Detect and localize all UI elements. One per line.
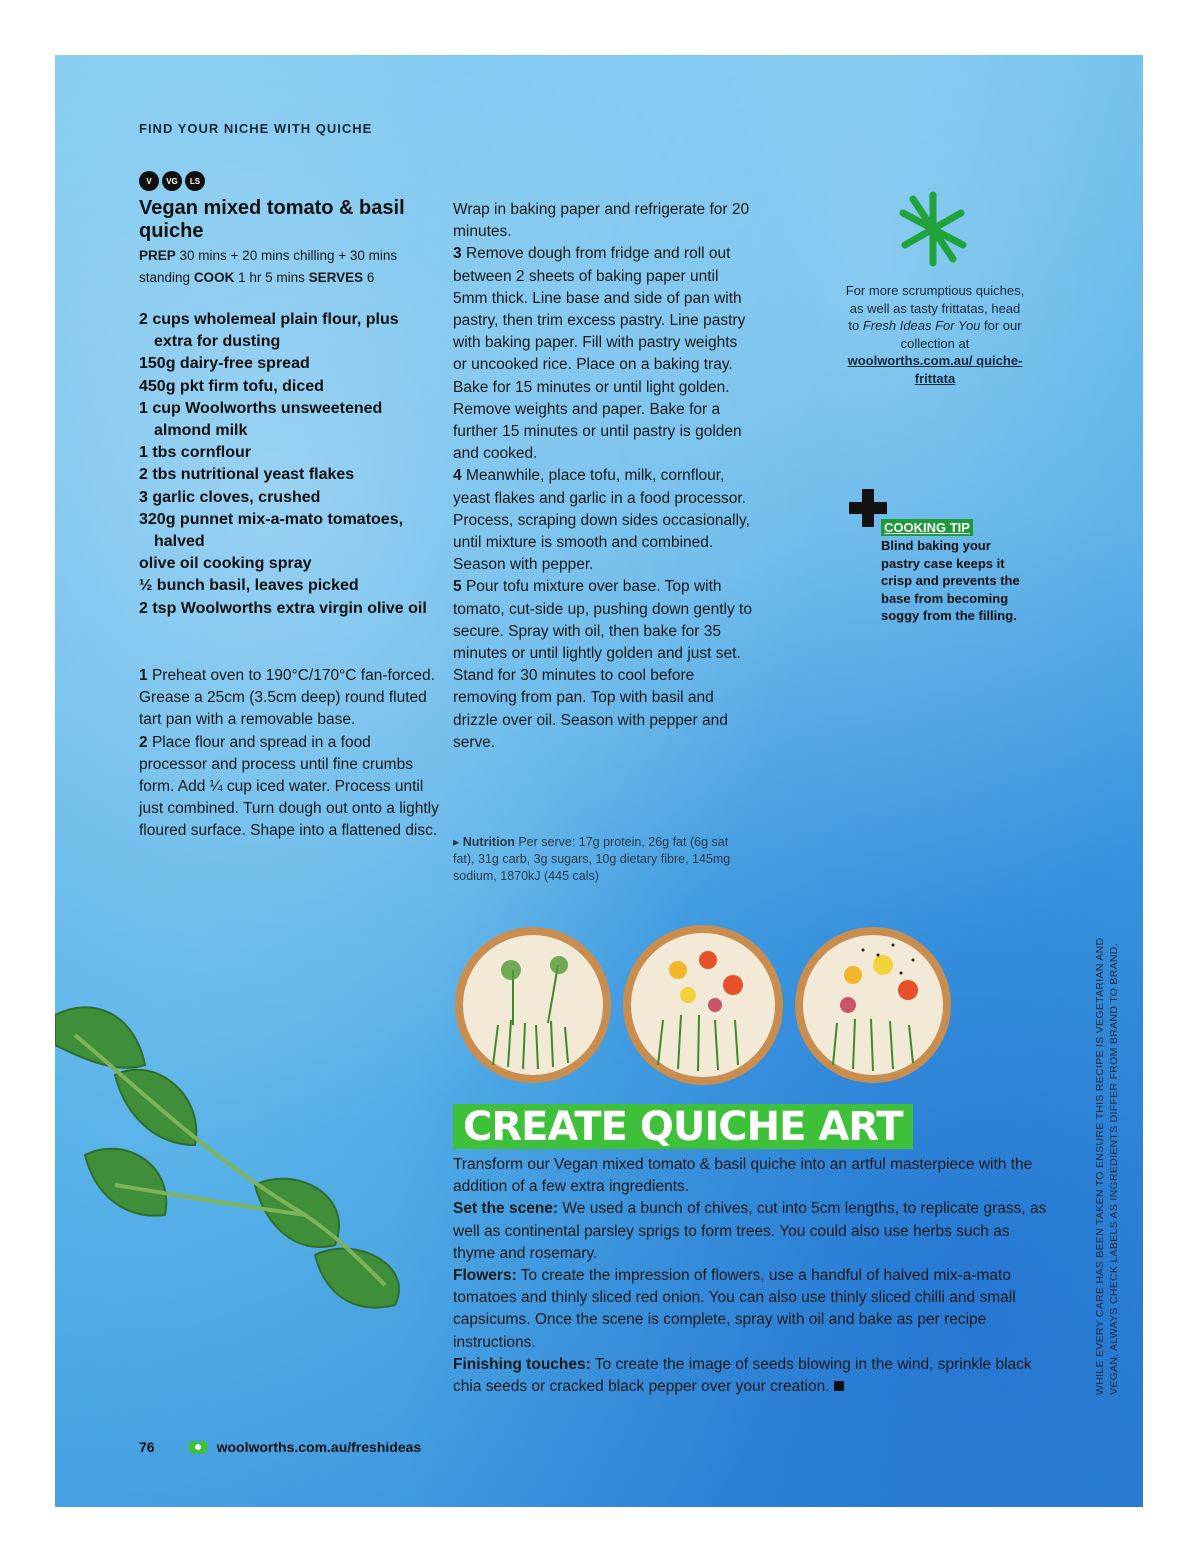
vegan-badge: VG xyxy=(162,171,182,191)
cook-label: COOK xyxy=(193,270,235,285)
end-square-icon xyxy=(834,1381,844,1391)
ingredient-item: ½ bunch basil, leaves picked xyxy=(139,577,359,595)
low-sugar-badge: LS xyxy=(185,171,205,191)
footer-brand xyxy=(185,1437,422,1457)
tart-3 xyxy=(795,927,951,1083)
more-text-end: for our collection at xyxy=(900,318,1022,351)
more-recipes-note xyxy=(845,282,1025,387)
cook-time: 1 hr 5 mins xyxy=(238,270,305,285)
step-number: 5 xyxy=(453,578,462,596)
flowers-label: Flowers: xyxy=(453,1267,517,1285)
step-number: 1 xyxy=(139,667,148,684)
scene-label: Set the scene: xyxy=(453,1200,559,1218)
footer-url[interactable]: woolworths.com.au/freshideas xyxy=(216,1439,422,1455)
serves-label: SERVES xyxy=(308,270,364,285)
ingredient-item: 1 cup Woolworths unsweetened almond milk xyxy=(139,399,383,440)
method-step-3 xyxy=(453,243,753,465)
parsley-garnish-photo xyxy=(55,955,445,1315)
art-intro: Transform our Vegan mixed tomato & basil quiche into an artful masterpiece with the addition of a few extra ingredients. xyxy=(453,1156,1033,1196)
create-quiche-art-title: CREATE QUICHE ART xyxy=(463,1103,903,1150)
ingredient-list xyxy=(139,309,439,620)
quiche-art-body xyxy=(453,1154,1053,1398)
page-number: 76 xyxy=(139,1439,155,1455)
ingredient-item: 2 tbs nutritional yeast flakes xyxy=(139,466,355,484)
ingredient-item: 2 cups wholemeal plain flour, plus extra for dusting xyxy=(139,311,399,351)
step-text: Wrap in baking paper and refrigerate for 20 minutes. xyxy=(453,201,750,241)
triangle-bullet-icon: ▸ xyxy=(453,835,460,849)
method-step-1 xyxy=(139,665,439,732)
nutrition-label: Nutrition xyxy=(462,835,515,849)
section-header: FIND YOUR NICHE WITH QUICHE xyxy=(139,121,373,136)
more-text: For more scrumptious quiches, as well as tasty frittatas, head to xyxy=(845,283,1025,333)
cooking-tip-label: COOKING TIP xyxy=(881,519,973,536)
step-number: 2 xyxy=(139,733,148,751)
page-footer xyxy=(139,1437,421,1457)
step-number: 4 xyxy=(453,467,462,485)
create-quiche-art-banner xyxy=(453,1104,913,1149)
ingredient-item: olive oil cooking spray xyxy=(139,555,312,573)
step-text: Pour tofu mixture over base. Top with tomato, cut-side up, pushing down gently to secure. Spray with oil, then bake for 35 minutes or until lightly golden and just set. Stand for 30 minutes to cool before removing from pan. Top with basil and drizzle over oil. Season with pepper and serve. xyxy=(453,578,752,751)
method-step-2 xyxy=(139,732,439,843)
step-text: Remove dough from fridge and roll out between 2 sheets of baking paper until 5mm thick. Line base and side of pan with pastry, then trim excess pastry. Line pastry with baking paper. Fill with pastry weights or uncooked rice. Place on a baking tray. Bake for 15 minutes or until light golden. Remove weights and paper. Bake for a further 15 minutes or until pastry is golden and cooked. xyxy=(453,245,746,463)
serves-count: 6 xyxy=(366,270,375,285)
step-number: 3 xyxy=(453,245,462,263)
tart-1 xyxy=(455,927,611,1083)
ingredient-item: 150g dairy-free spread xyxy=(139,355,310,373)
recipe-meta xyxy=(139,245,439,289)
woolworths-logo-icon xyxy=(185,1437,211,1457)
ingredient-item: 450g pkt firm tofu, diced xyxy=(139,377,324,395)
finishing-label: Finishing touches: xyxy=(453,1355,591,1373)
ingredient-item: 1 tbs cornflour xyxy=(139,444,252,462)
method-column-right xyxy=(453,199,753,754)
cooking-tip-text: Blind baking your pastry case keeps it crisp and prevents the base from becoming soggy from the filling. xyxy=(881,538,1020,623)
method-step-5 xyxy=(453,576,753,754)
prep-label: PREP xyxy=(139,248,176,263)
ingredient-item: 320g punnet mix-a-mato tomatoes, halved xyxy=(139,510,404,551)
asterisk-icon xyxy=(893,189,973,269)
method-step-4 xyxy=(453,465,753,576)
magazine-page xyxy=(55,55,1143,1507)
prep-time: 30 mins + 20 mins chilling + 30 mins standing xyxy=(139,248,398,285)
recipe-title: Vegan mixed tomato & basil quiche xyxy=(139,197,405,242)
step-text: Place flour and spread in a food processor and process until fine crumbs form. Add ¼ cup iced water. Process until just combined. Turn dough out onto a lightly floured surface. Shape into a flattened disc. xyxy=(139,733,439,840)
ingredient-item: 3 garlic cloves, crushed xyxy=(139,488,321,506)
tart-2 xyxy=(623,925,783,1085)
quiche-frittata-link[interactable]: woolworths.com.au/ quiche-frittata xyxy=(847,353,1023,386)
finishing-text: To create the image of seeds blowing in the wind, sprinkle black chia seeds or cracked black pepper over your creation. xyxy=(453,1355,1032,1396)
method-step-2-continued xyxy=(453,199,753,243)
quiche-art-photo xyxy=(453,915,953,1095)
ingredient-item: 2 tsp Woolworths extra virgin olive oil xyxy=(139,599,427,617)
more-brand: Fresh Ideas For You xyxy=(862,318,981,333)
nutrition-text: Per serve: 17g protein, 26g fat (6g sat fat), 31g carb, 3g sugars, 10g dietary fibre, 145mg sodium, 1870kJ (445 cals) xyxy=(453,835,731,883)
method-column-left xyxy=(139,665,439,843)
flowers-text: To create the impression of flowers, use a handful of halved mix-a-mato tomatoes and thinly sliced red onion. You can also use thinly sliced chilli and small capsicums. Once the scene is complete, spray with oil and bake as per recipe instructions. xyxy=(453,1267,1016,1351)
step-text: Preheat oven to 190°C/170°C fan-forced. Grease a 25cm (3.5cm deep) round fluted tart pan with a removable base. xyxy=(139,667,435,729)
recipe-disclaimer: WHILE EVERY CARE HAS BEEN TAKEN TO ENSURE THIS RECIPE IS VEGETARIAN AND VEGAN, ALWAYS CHECK LABELS AS INGREDIENTS DIFFER FROM BRAND TO BRAND. xyxy=(1094,937,1120,1395)
step-text: Meanwhile, place tofu, milk, cornflour, yeast flakes and garlic in a food processor. Process, scraping down sides occasionally, until mixture is smooth and combined. Season with pepper. xyxy=(453,467,750,574)
vegetarian-badge: V xyxy=(139,171,159,191)
nutrition-info xyxy=(453,834,753,885)
diet-badges xyxy=(139,171,205,191)
scene-text: We used a bunch of chives, cut into 5cm lengths, to replicate grass, as well as continental parsley sprigs to form trees. You could also use herbs such as thyme and rosemary. xyxy=(453,1200,1047,1262)
